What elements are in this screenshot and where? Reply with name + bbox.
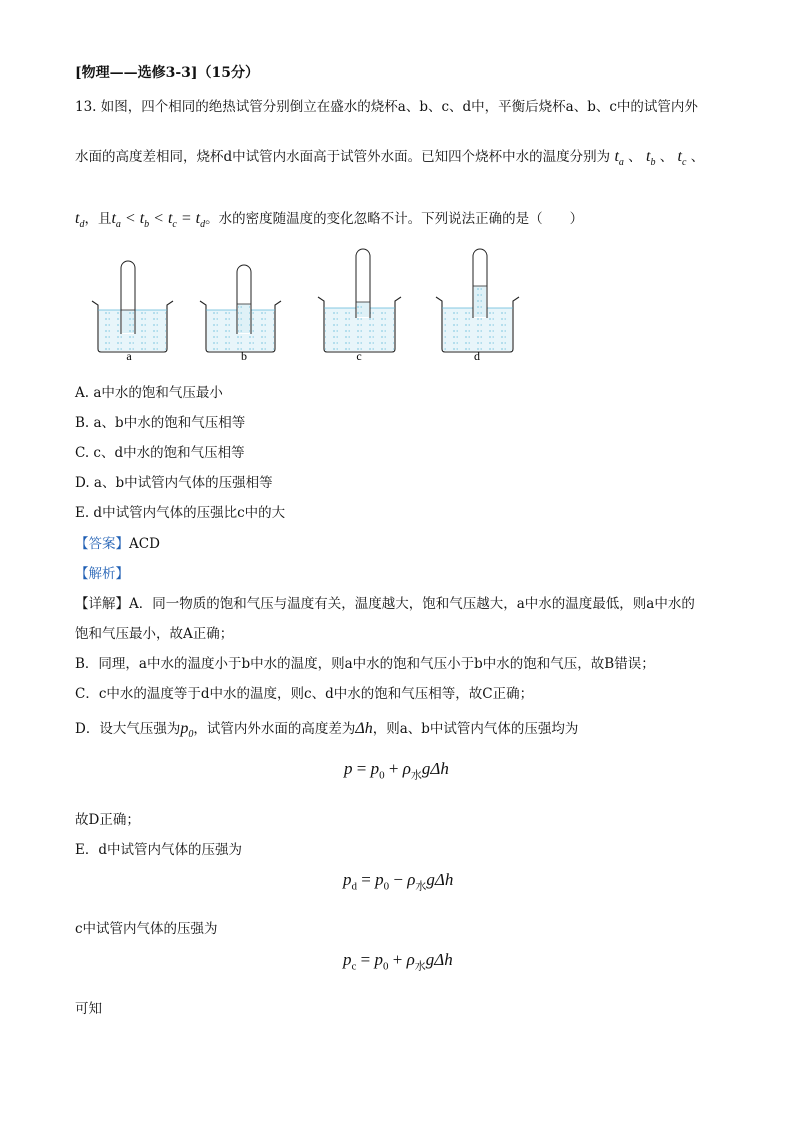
question-line-3 [75,210,583,234]
detail-d-pre: D．设大气压强为 [75,721,181,737]
detail-a-text-1: A．同一物质的饱和气压与温度有关，温度越大，饱和气压越大，a中水的温度最低，则a中水的 [129,596,695,612]
detail-d-line [75,720,578,744]
temp-ta: $t_a$ [614,148,624,169]
question-text-3b: 。水的密度随温度的变化忽略不计。下列说法正确的是（ ） [205,211,584,227]
answer-value: ACD [129,536,160,552]
equation-3: $p_c = p_0 + \rho_水g\Delta h$ [343,950,453,973]
option-e: E. d中试管内气体的压强比c中的大 [75,505,286,521]
question-line-1 [75,98,698,116]
detail-c-gas-line: c中试管内气体的压强为 [75,921,218,937]
detail-b-line: B．同理，a中水的温度小于b中水的温度，则a中水的饱和气压小于b中水的饱和气压，故B错误； [75,656,655,672]
detail-final: 可知 [75,1001,102,1017]
question-text-3a: ，且 [84,211,112,227]
detail-tag: 【详解】 [75,596,129,612]
label-c: c [356,349,362,363]
detail-a-line-1 [75,595,695,613]
equation-2: $p_d = p_0 - \rho_水g\Delta h$ [343,870,454,893]
beaker-b [200,265,281,352]
option-a: A. a中水的饱和气压最小 [75,385,223,401]
detail-a-line-2: 饱和气压最小，故A正确； [75,626,234,642]
detail-d-mid: ，试管内外水面的高度差为 [193,721,356,737]
symbol-p0: $p_0$ [180,720,194,741]
equation-1: $p = p_0 + \rho_水g\Delta h$ [344,759,449,782]
option-b: B. a、b中水的饱和气压相等 [75,415,246,431]
answer-line [75,535,160,553]
temp-tc: $t_c$ [677,148,687,169]
detail-d-post: ，则a、b中试管内气体的压强均为 [372,721,579,737]
question-number: 13. [75,99,97,115]
beaker-a [92,261,173,352]
temperature-inequality: $t_a < t_b < t_c = t_d$ [111,210,206,231]
beaker-d [436,249,519,352]
option-c: C. c、d中水的饱和气压相等 [75,445,245,461]
section-header: [物理——选修3-3]（15分） [75,65,260,81]
question-line-2: 水面的高度差相同，烧杯d中试管内水面高于试管外水面。已知四个烧杯中水的温度分别为 $t_a$ 、 $t_b$ 、 $t_c$ 、 [75,148,705,169]
question-text-1: 如图，四个相同的绝热试管分别倒立在盛水的烧杯a、b、c、d中，平衡后烧杯a、b、c中的试管内外 [100,99,698,115]
answer-tag: 【答案】 [75,536,129,552]
analysis-tag: 【解析】 [75,566,129,582]
temp-td: $t_d$ [75,210,85,231]
label-a: a [126,349,132,363]
detail-c-line: C．c中水的温度等于d中水的温度，则c、d中水的饱和气压相等，故C正确； [75,686,534,702]
label-b: b [241,349,247,363]
beaker-figure [80,244,540,364]
beaker-c [318,249,401,352]
detail-e-line: E．d中试管内气体的压强为 [75,842,242,858]
symbol-delta-h: Δh [355,720,373,737]
temp-tb: $t_b$ [645,148,656,169]
question-text-2: 水面的高度差相同，烧杯d中试管内水面高于试管外水面。已知四个烧杯中水的温度分别为 [75,149,611,165]
option-d: D. a、b中试管内气体的压强相等 [75,475,273,491]
label-d: d [474,349,480,363]
detail-d-conclusion: 故D正确； [75,812,140,828]
